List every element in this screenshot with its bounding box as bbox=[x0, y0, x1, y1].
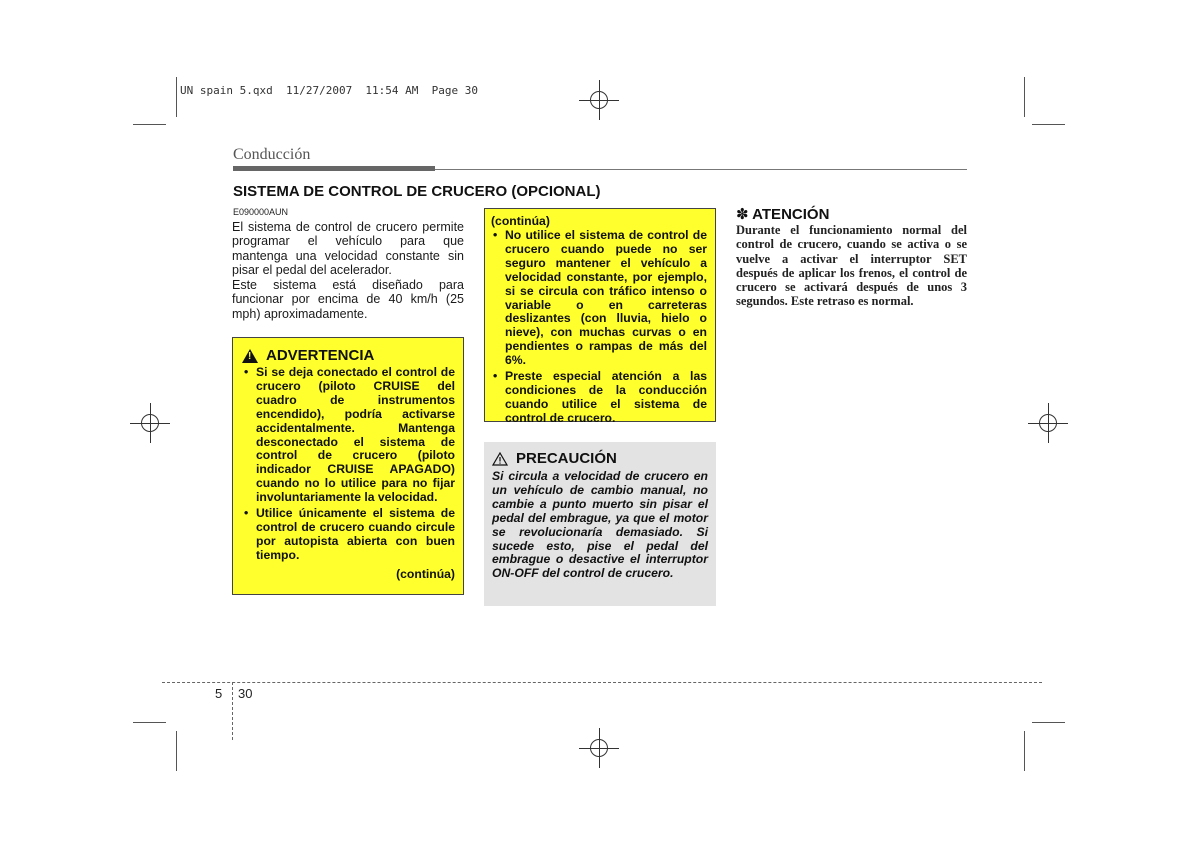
page-number: 30 bbox=[238, 686, 253, 701]
continued-header: (continúa) bbox=[491, 214, 550, 228]
continued-label: (continúa) bbox=[396, 566, 455, 581]
section-title: SISTEMA DE CONTROL DE CRUCERO (OPCIONAL) bbox=[233, 183, 601, 200]
warning-triangle-icon bbox=[242, 349, 258, 363]
chapter-number: 5 bbox=[215, 686, 223, 701]
warning-continuation-box bbox=[484, 208, 716, 425]
list-item: • Utilice únicamente el sistema de control de crucero cuando circule por autopista abierta con buen tiempo. bbox=[242, 507, 455, 563]
registration-mark-icon bbox=[1028, 403, 1068, 443]
caution-text: Si circula a velocidad de crucero en un vehículo de cambio manual, no cambie a punto muerto sin pisar el pedal del embrague, ya que el motor se revolucionaría demasiado. Si sucede esto, pise el pedal del embrague o desactive el interruptor ON-OFF del control de crucero. bbox=[492, 469, 708, 581]
registration-mark-icon bbox=[579, 80, 619, 120]
crop-mark bbox=[1032, 124, 1065, 125]
registration-mark-icon bbox=[579, 728, 619, 768]
warning-title: ! ADVERTENCIA bbox=[242, 347, 455, 364]
crop-mark bbox=[133, 124, 166, 125]
list-item: • No utilice el sistema de control de crucero cuando puede no ser seguro mantener el vehículo a velocidad constante, por ejemplo, si se circula con tráfico intenso o variable o en carreteras deslizantes (con lluvia, hielo o nieve), con muchas curvas o en pendientes o rampas de más del 6%. bbox=[491, 229, 707, 368]
caution-title: PRECAUCIÓN bbox=[492, 450, 708, 467]
note-title: ✽ ATENCIÓN bbox=[736, 206, 830, 223]
list-item: • Si se deja conectado el control de crucero (piloto CRUISE del cuadro de instrumentos encendido), podría activarse accidentalmente. Mantenga desconectado el sistema de control de crucero (piloto indicador CRUISE APAGADO) cuando no lo utilice para no fijar involuntariamente la velocidad. bbox=[242, 366, 455, 505]
section-code: E090000AUN bbox=[233, 207, 289, 217]
chapter-title: Conducción bbox=[233, 146, 311, 163]
caution-box bbox=[484, 442, 716, 606]
crop-mark bbox=[1032, 722, 1065, 723]
note-text: Durante el funcionamiento normal del control de crucero, cuando se activa o se vuelve a activar el interruptor SET después de aplicar los frenos, el control de crucero se activará después de unos 3 segundos. Este retraso es normal. bbox=[736, 223, 967, 309]
crop-mark bbox=[133, 722, 166, 723]
warning-list bbox=[242, 366, 455, 563]
crop-mark bbox=[176, 731, 177, 771]
caution-triangle-icon bbox=[492, 452, 508, 466]
crop-mark bbox=[1024, 77, 1025, 117]
list-item: • Preste especial atención a las condiciones de la conducción cuando utilice el sistema de control de crucero. bbox=[491, 370, 707, 426]
registration-mark-icon bbox=[130, 403, 170, 443]
crop-mark bbox=[176, 77, 177, 117]
crop-mark bbox=[1024, 731, 1025, 771]
warning-list bbox=[491, 229, 707, 426]
body-paragraph: El sistema de control de crucero permite programar el vehículo para que mantenga una velocidad constante sin pisar el pedal del acelerador. bbox=[232, 220, 464, 277]
footer-divider bbox=[232, 682, 233, 740]
warning-box bbox=[232, 337, 464, 595]
footer-rule bbox=[162, 682, 1042, 683]
print-slug: UN spain 5.qxd 11/27/2007 11:54 AM Page 30 bbox=[180, 84, 479, 97]
header-rule-accent bbox=[233, 166, 435, 171]
body-paragraph: Este sistema está diseñado para funcionar por encima de 40 km/h (25 mph) aproximadamente. bbox=[232, 278, 464, 321]
